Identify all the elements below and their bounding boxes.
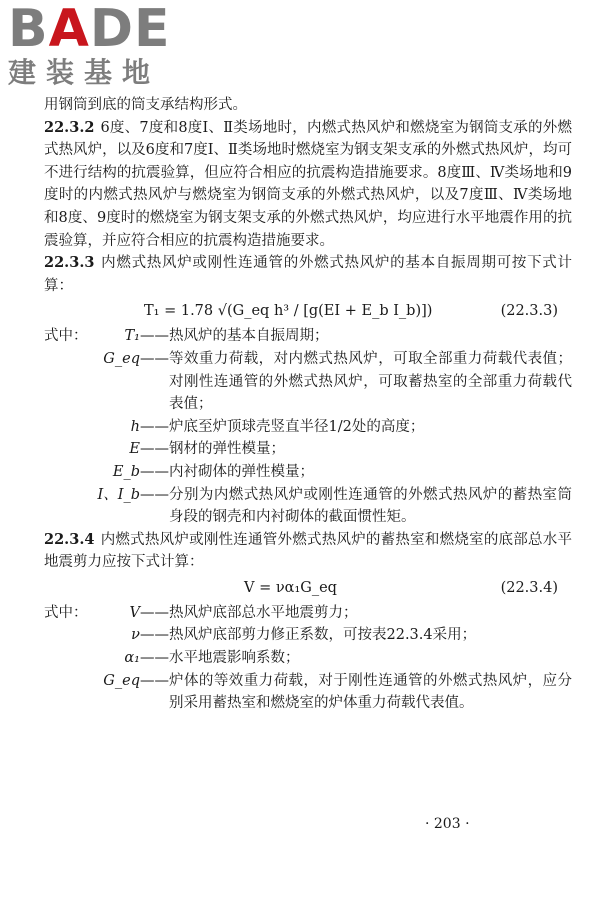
formula-expression: T₁ = 1.78 √(G_eq h³ / [g(EI + E_b I_b)]): [144, 303, 433, 320]
definition-item: 式中： V —— 热风炉底部总水平地震剪力；: [44, 604, 358, 621]
section-text: 6度、7度和8度Ⅰ、Ⅱ类场地时，内燃式热风炉和燃烧室为钢筒支承的外燃式热风炉，以及6度和7度Ⅰ、Ⅱ类场地时燃烧室为钢支架支承的外燃式热风炉，均可不进行结构的抗震验算，但应符合相应的抗震构造措施要求。8度Ⅲ、Ⅳ类场地和9度时的内燃式热风炉与燃烧室为钢筒支承的外燃式热风炉，以及7度Ⅲ、Ⅳ类场地和8度、9度时的燃烧室为钢支架支承的外燃式热风炉，均应进行水平地震作用的抗震验算，并应符合相应的抗震构造措施要求。: [44, 119, 572, 249]
section-text: 内燃式热风炉或刚性连通管外燃式热风炉的蓄热室和燃烧室的底部总水平地震剪力应按下式计算：: [44, 531, 572, 571]
definition-item: α₁ —— 水平地震影响系数；: [124, 650, 300, 667]
page-number: · 203 ·: [425, 816, 470, 832]
section-number: 22.3.3: [44, 254, 95, 272]
definition-item: ν —— 热风炉底部剪力修正系数，可按表22.3.4采用；: [131, 627, 477, 644]
logo-subtitle: 建装基地: [8, 56, 161, 89]
section-22-3-3: [44, 252, 572, 297]
formula-number: (22.3.3): [500, 303, 558, 320]
formula-22-3-3: [44, 299, 572, 323]
formula-expression: V = να₁G_eq: [244, 579, 337, 596]
document-body: [44, 94, 572, 715]
logo: [8, 2, 183, 88]
definition-item: E —— 钢材的弹性模量；: [129, 441, 285, 458]
definition-item: I、I_b —— 分别为内燃式热风炉或刚性连通管的外燃式热风炉的蓄热室筒身段的钢壳和内衬砌体的截面惯性矩。: [97, 486, 572, 526]
logo-wordmark: BADE: [8, 0, 171, 59]
formula-22-3-4: [44, 576, 572, 600]
definitions-22-3-3: [44, 325, 572, 528]
paragraph-continuation: 用钢筒到底的筒支承结构形式。: [44, 97, 247, 113]
section-text: 内燃式热风炉或刚性连通管的外燃式热风炉的基本自振周期可按下式计算：: [44, 255, 572, 294]
definition-item: E_b —— 内衬砌体的弹性模量；: [112, 463, 314, 480]
section-22-3-2: [44, 117, 572, 253]
definition-item: 式中： T₁ —— 热风炉的基本自振周期；: [44, 328, 329, 345]
definition-item: G_eq —— 炉体的等效重力荷载，对于刚性连通管的外燃式热风炉，应分别采用蓄热室和燃烧室的炉体重力荷载代表值。: [103, 672, 572, 712]
section-22-3-4: [44, 529, 572, 574]
definition-item: G_eq —— 等效重力荷载，对内燃式热风炉，可取全部重力荷载代表值；对刚性连通管的外燃式热风炉，可取蓄热室的全部重力荷载代表值；: [103, 350, 572, 413]
formula-number: (22.3.4): [500, 579, 558, 596]
definition-item: h —— 炉底至炉顶球壳竖直半径1/2处的高度；: [130, 418, 425, 435]
definitions-22-3-4: [44, 602, 572, 715]
section-number: 22.3.4: [44, 530, 95, 548]
section-number: 22.3.2: [44, 118, 95, 136]
